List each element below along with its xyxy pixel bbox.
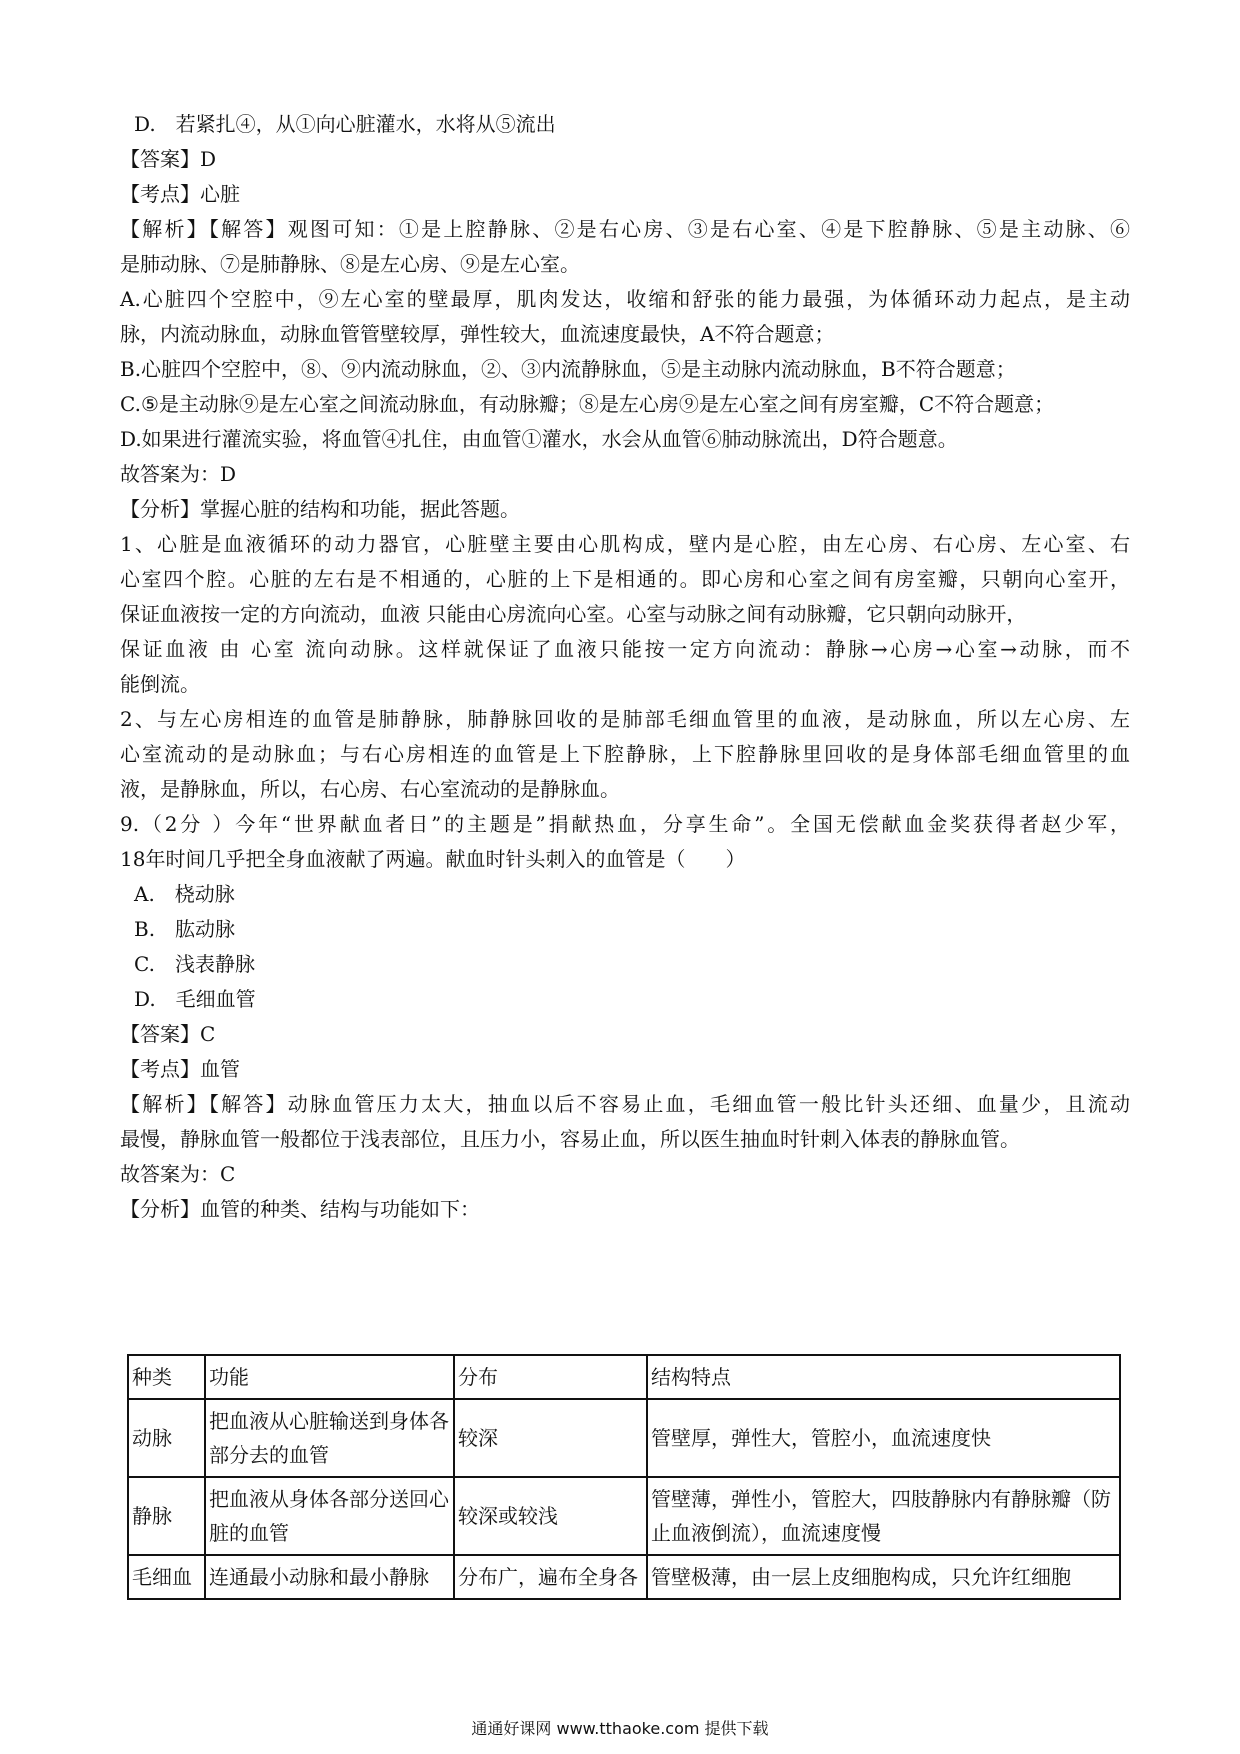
table-cell: 动脉 [128,1399,205,1477]
topic-line: 【考点】血管 [120,1057,240,1081]
paragraph-line: 心室流动的是动脉血；与右心房相连的血管是上下腔静脉，上下腔静脉里回收的是身体部毛细血管里的血 [120,742,1130,766]
question-9-line: 18年时间几乎把全身血液献了两遍。献血时针头刺入的血管是（ ） [120,847,746,871]
analysis-summary-line: 【分析】掌握心脏的结构和功能，据此答题。 [120,497,520,521]
analysis-summary-line: 【分析】血管的种类、结构与功能如下： [120,1197,480,1221]
table-header-row [128,1355,1120,1399]
answer-line: 【答案】C [120,1022,216,1046]
analysis-line: A.心脏四个空腔中，⑨左心室的壁最厚，肌肉发达，收缩和舒张的能力最强，为体循环动力起点，是主动 [120,287,1130,311]
analysis-line: 【解析】【解答】观图可知：①是上腔静脉、②是右心房、③是右心室、④是下腔静脉、⑤是主动脉、⑥ [120,217,1130,241]
table-cell: 把血液从心脏输送到身体各部分去的血管 [205,1399,454,1477]
table-header-cell: 种类 [128,1355,205,1399]
option-c: C. 浅表静脉 [134,952,255,976]
analysis-line: D.如果进行灌流实验，将血管④扎住，由血管①灌水，水会从血管⑥肺动脉流出，D符合题意。 [120,427,958,451]
page-footer: 通通好课网 www.tthaoke.com 提供下载 [471,1719,769,1738]
table-cell: 管壁极薄，由一层上皮细胞构成，只允许红细胞 [647,1555,1120,1599]
table-header-cell: 分布 [454,1355,647,1399]
table-cell: 管壁薄，弹性小，管腔大，四肢静脉内有静脉瓣（防止血液倒流），血流速度慢 [647,1477,1120,1555]
paragraph-line: 保证血液 由 心室 流向动脉。这样就保证了血液只能按一定方向流动：静脉→心房→心室→动脉，而不 [120,637,1130,661]
paragraph-line: 保证血液按一定的方向流动，血液 只能由心房流向心室。心室与动脉之间有动脉瓣，它只朝向动脉开， [120,602,1027,626]
analysis-line: 【解析】【解答】动脉血管压力太大，抽血以后不容易止血，毛细血管一般比针头还细、血量少，且流动 [120,1092,1130,1116]
table-header-cell: 功能 [205,1355,454,1399]
table-cell: 把血液从身体各部分送回心脏的血管 [205,1477,454,1555]
paragraph-line: 心室四个腔。心脏的左右是不相通的，心脏的上下是相通的。即心房和心室之间有房室瓣，只朝向心室开， [120,567,1130,591]
analysis-line: 脉，内流动脉血，动脉血管管壁较厚，弹性较大，血流速度最快，A不符合题意； [120,322,835,346]
table-cell: 较深或较浅 [454,1477,647,1555]
analysis-line: 最慢，静脉血管一般都位于浅表部位，且压力小，容易止血，所以医生抽血时针刺入体表的静脉血管。 [120,1127,1020,1151]
paragraph-line: 1、心脏是血液循环的动力器官，心脏壁主要由心肌构成，壁内是心腔，由左心房、右心房、左心室、右 [120,532,1130,556]
final-answer-line: 故答案为：D [120,462,237,486]
option-d-line: D. 若紧扎④，从①向心脏灌水，水将从⑤流出 [134,112,556,136]
paragraph-line: 液，是静脉血，所以，右心房、右心室流动的是静脉血。 [120,777,620,801]
table-cell: 分布广，遍布全身各 [454,1555,647,1599]
table-header-cell: 结构特点 [647,1355,1120,1399]
option-a: A. 桡动脉 [134,882,235,906]
analysis-line: 是肺动脉、⑦是肺静脉、⑧是左心房、⑨是左心室。 [120,252,580,276]
table-cell: 毛细血 [128,1555,205,1599]
paragraph-line: 2、与左心房相连的血管是肺静脉，肺静脉回收的是肺部毛细血管里的血液，是动脉血，所以左心房、左 [120,707,1130,731]
analysis-line: C.⑤是主动脉⑨是左心室之间流动脉血，有动脉瓣；⑧是左心房⑨是左心室之间有房室瓣，C不符合题意； [120,392,1055,416]
table-cell: 较深 [454,1399,647,1477]
analysis-line: B.心脏四个空腔中，⑧、⑨内流动脉血，②、③内流静脉血，⑤是主动脉内流动脉血，B不符合题意； [120,357,1016,381]
question-9-line: 9.（2分 ）今年“世界献血者日”的主题是”捐献热血，分享生命”。全国无偿献血金奖获得者赵少军， [120,812,1130,836]
final-answer-line: 故答案为：C [120,1162,236,1186]
table-row [128,1399,1120,1477]
table-cell: 管壁厚，弹性大，管腔小，血流速度快 [647,1399,1120,1477]
blood-vessel-table [127,1354,1121,1600]
paragraph-line: 能倒流。 [120,672,200,696]
table-cell: 静脉 [128,1477,205,1555]
table-row [128,1477,1120,1555]
table-row [128,1555,1120,1599]
topic-line: 【考点】心脏 [120,182,240,206]
answer-line: 【答案】D [120,147,217,171]
option-b: B. 肱动脉 [134,917,236,941]
option-d: D. 毛细血管 [134,987,256,1011]
table-cell: 连通最小动脉和最小静脉 [205,1555,454,1599]
